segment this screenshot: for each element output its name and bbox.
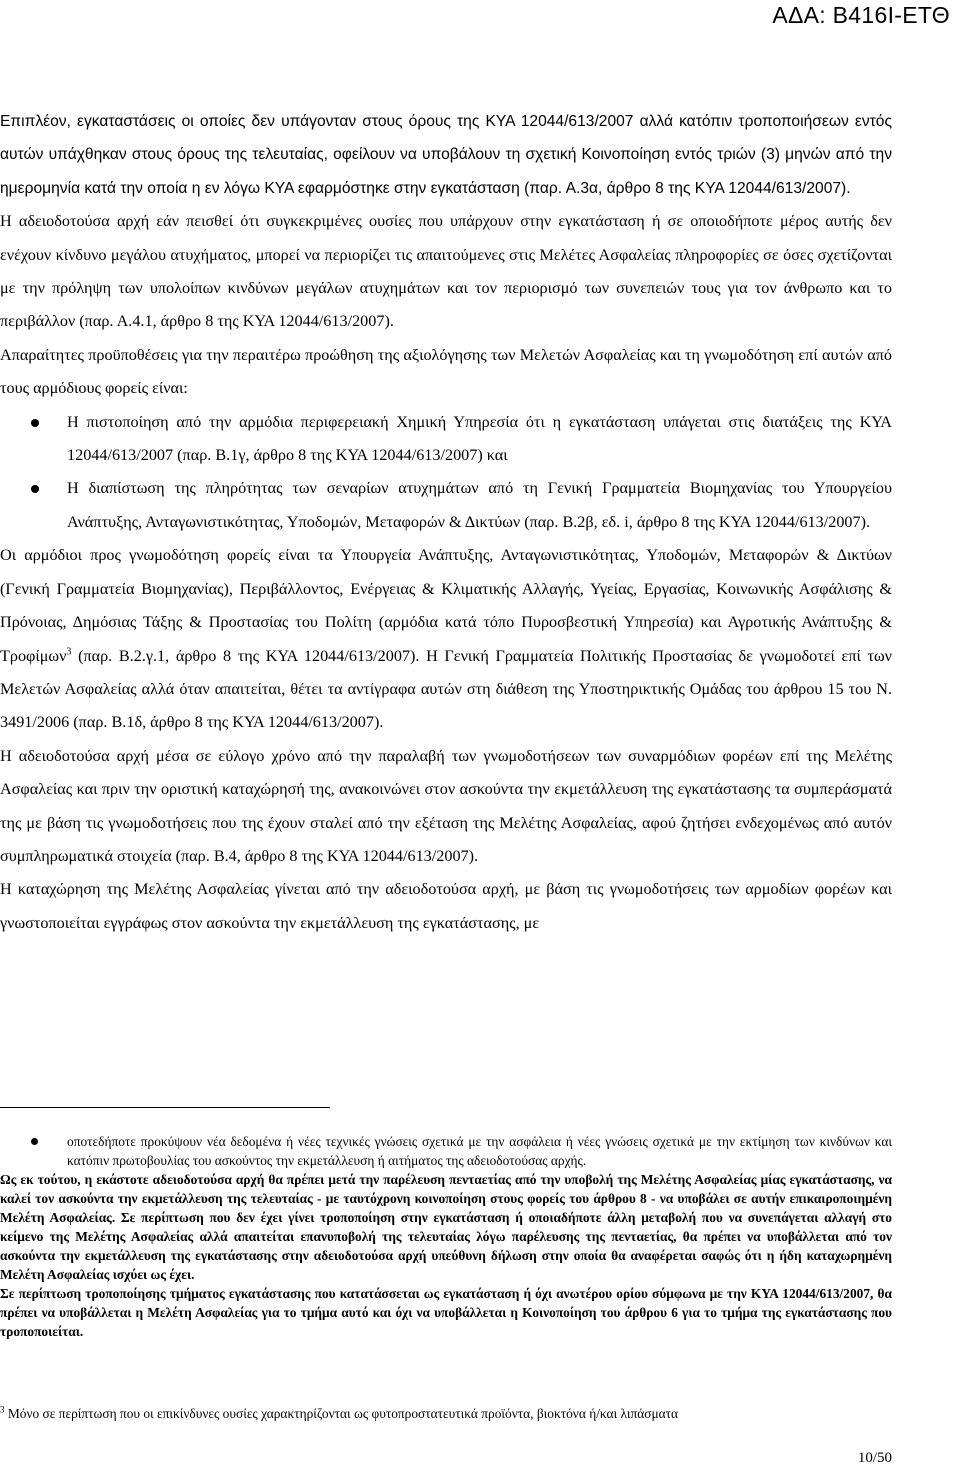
list-item-text: Η πιστοποίηση από την αρμόδια περιφερειακή Χημική Υπηρεσία ότι η εγκατάσταση υπάγεται στις διατάξεις της ΚΥΑ 12044/613/2007 (παρ. Β.1γ, άρθρο 8 της ΚΥΑ 12044/613/2007) και	[67, 412, 892, 465]
bullet-icon	[31, 1138, 38, 1145]
page-number: 10/50	[857, 1450, 892, 1466]
paragraph-1: Επιπλέον, εγκαταστάσεις οι οποίες δεν υπάγονταν στους όρους της ΚΥΑ 12044/613/2007 αλλά κατόπιν τροποποιήσεων εντός αυτών υπάχθηκαν στους όρους της τελευταίας, οφείλουν να υποβάλουν τη σχετική Κοινοποίηση εντός τριών (3) μηνών από την ημερομηνία κατά την οποία η εν λόγω ΚΥΑ εφαρμόστηκε στην εγκατάσταση (παρ. Α.3α, άρθρο 8 της ΚΥΑ 12044/613/2007).	[0, 113, 892, 197]
bullet-icon	[31, 419, 39, 427]
note-bullet-text: οποτεδήποτε προκύψουν νέα δεδομένα ή νέες τεχνικές γνώσεις σχετικά με την ασφάλεια ή νέες γνώσεις σχετικά με την εκτίμηση των κινδύνων και κατόπιν πρωτοβουλίας του ασκούντος την εκμετάλλευση ή αιτήματος της αδειοδοτούσας αρχής.	[67, 1134, 892, 1168]
list-item-text: Η διαπίστωση της πληρότητας των σεναρίων ατυχημάτων από τη Γενική Γραμματεία Βιομηχανίας του Υπουργείου Ανάπτυξης, Ανταγωνιστικότητας, Υποδομών, Μεταφορών & Δικτύων (παρ. Β.2β, εδ. i, άρθρο 8 της ΚΥΑ 12044/613/2007).	[67, 479, 892, 531]
footnote-3	[0, 1404, 900, 1423]
ada-code: ΑΔΑ: Β416Ι-ΕΤΘ	[772, 2, 950, 28]
document-body	[0, 105, 892, 940]
notes-section	[0, 1132, 892, 1341]
footnote-text: Μόνο σε περίπτωση που οι επικίνδυνες ουσίες χαρακτηρίζονται ως φυτοπροστατευτικά προϊόντα, βιοκτόνα ή/και λιπάσματα	[4, 1406, 679, 1421]
paragraph-4-text-b: (παρ. Β.2.γ.1, άρθρο 8 της ΚΥΑ 12044/613/2007). Η Γενική Γραμματεία Πολιτικής Προστασίας δε γνωμοδοτεί επί των Μελετών Ασφαλείας αλλά όταν απαιτείται, θέτει τα αντίγραφα αυτών στη διάθεση της Υποστηρικτικής Ομάδας του άρθρου 15 του Ν. 3491/2006 (παρ. Β.1δ, άρθρο 8 της ΚΥΑ 12044/613/2007).	[0, 646, 892, 732]
list-item	[0, 406, 892, 473]
list-item	[0, 472, 892, 539]
paragraph-4	[0, 539, 892, 739]
requirements-list	[0, 406, 892, 540]
paragraph-5: Η αδειοδοτούσα αρχή μέσα σε εύλογο χρόνο από την παραλαβή των γνωμοδοτήσεων των συναρμόδιων φορέων επί της Μελέτης Ασφαλείας και πριν την οριστική καταχώρησή της, ανακοινώνει στον ασκούντα την εκμετάλλευση της εγκατάστασης τα συμπεράσματά της με βάση τις γνωμοδοτήσεις που της έχουν σταλεί από την εξέταση της Μελέτης Ασφαλείας, αφού ζητήσει ενδεχομένως από αυτόν συμπληρωματικά στοιχεία (παρ. Β.4, άρθρο 8 της ΚΥΑ 12044/613/2007).	[0, 746, 892, 865]
bold-note-2: Σε περίπτωση τροποποίησης τμήματος εγκατάστασης που κατατάσσεται ως εγκατάσταση ή όχι ανωτέρου ορίου σύμφωνα με την ΚΥΑ 12044/613/2007, θα πρέπει να υποβάλλεται η Μελέτη Ασφαλείας για το τμήμα αυτό και όχι να υποβάλλεται η Κοινοποίηση του άρθρου 6 για το τμήμα της εγκατάστασης που τροποποιείται.	[0, 1286, 892, 1339]
paragraph-6: Η καταχώρηση της Μελέτης Ασφαλείας γίνεται από την αδειοδοτούσα αρχή, με βάση τις γνωμοδοτήσεις των αρμοδίων φορέων και γνωστοποιείται εγγράφως στον ασκούντα την εκμετάλλευση της εγκατάστασης, με	[0, 880, 892, 932]
bullet-icon	[31, 485, 39, 493]
footnote-mark: 3	[0, 1404, 5, 1415]
footnote-ref: 3	[66, 646, 72, 658]
footnote-divider	[0, 1107, 330, 1108]
paragraph-3: Απαραίτητες προϋποθέσεις για την περαιτέρω προώθηση της αξιολόγησης των Μελετών Ασφαλείας και τη γνωμοδότηση επί αυτών από τους αρμόδιους φορείς είναι:	[0, 345, 892, 398]
paragraph-4-text-a: Οι αρμόδιοι προς γνωμοδότηση φορείς είναι τα Υπουργεία Ανάπτυξης, Ανταγωνιστικότητας, Υποδομών, Μεταφορών & Δικτύων (Γενική Γραμματεία Βιομηχανίας), Περιβάλλοντος, Ενέργειας & Κλιματικής Αλλαγής, Υγείας, Εργασίας, Κοινωνικής Ασφάλισης & Πρόνοιας, Δημόσιας Τάξης & Προστασίας του Πολίτη (αρμόδια κατά τόπο Πυροσβεστική Υπηρεσία) και Αγροτικής Ανάπτυξης & Τροφίμων	[0, 546, 892, 665]
note-bullet	[0, 1132, 892, 1170]
bold-note-1: Ως εκ τούτου, η εκάστοτε αδειοδοτούσα αρχή θα πρέπει μετά την παρέλευση πενταετίας από την υποβολή της Μελέτης Ασφαλείας μίας εγκατάστασης, να καλεί τον ασκούντα την εκμετάλλευση της τελευταίας - με ταυτόχρονη κοινοποίηση στους φορείς του άρθρου 8 - να υποβάλει σε αυτήν επικαιροποιημένη Μελέτη Ασφαλείας. Σε περίπτωση που δεν έχει γίνει τροποποίηση στην εγκατάσταση ή οποιαδήποτε άλλη μεταβολή που να συνεπάγεται αλλαγή στο κείμενο της Μελέτης Ασφαλείας αλλά απαιτείται επανυποβολή της τελευταίας λόγω παρέλευσης της πενταετίας, θα πρέπει να υποβάλλεται από τον ασκούντα την εκμετάλλευση της εγκατάστασης στην αδειοδοτούσα αρχή υπεύθυνη δήλωση στην οποία θα αναφέρεται σαφώς ότι η ήδη καταχωρημένη Μελέτη Ασφαλείας ισχύει ως έχει.	[0, 1172, 892, 1282]
paragraph-2: Η αδειοδοτούσα αρχή εάν πεισθεί ότι συγκεκριμένες ουσίες που υπάρχουν στην εγκατάσταση ή σε οποιοδήποτε μέρος αυτής δεν ενέχουν κίνδυνο μεγάλου ατυχήματος, μπορεί να περιορίζει τις απαιτούμενες στις Μελέτες Ασφαλείας πληροφορίες σε όσες σχετίζονται με την πρόληψη των υπολοίπων κινδύνων μεγάλων ατυχημάτων και τον περιορισμό των συνεπειών τους για τον άνθρωπο και το περιβάλλον (παρ. Α.4.1, άρθρο 8 της ΚΥΑ 12044/613/2007).	[0, 212, 892, 331]
